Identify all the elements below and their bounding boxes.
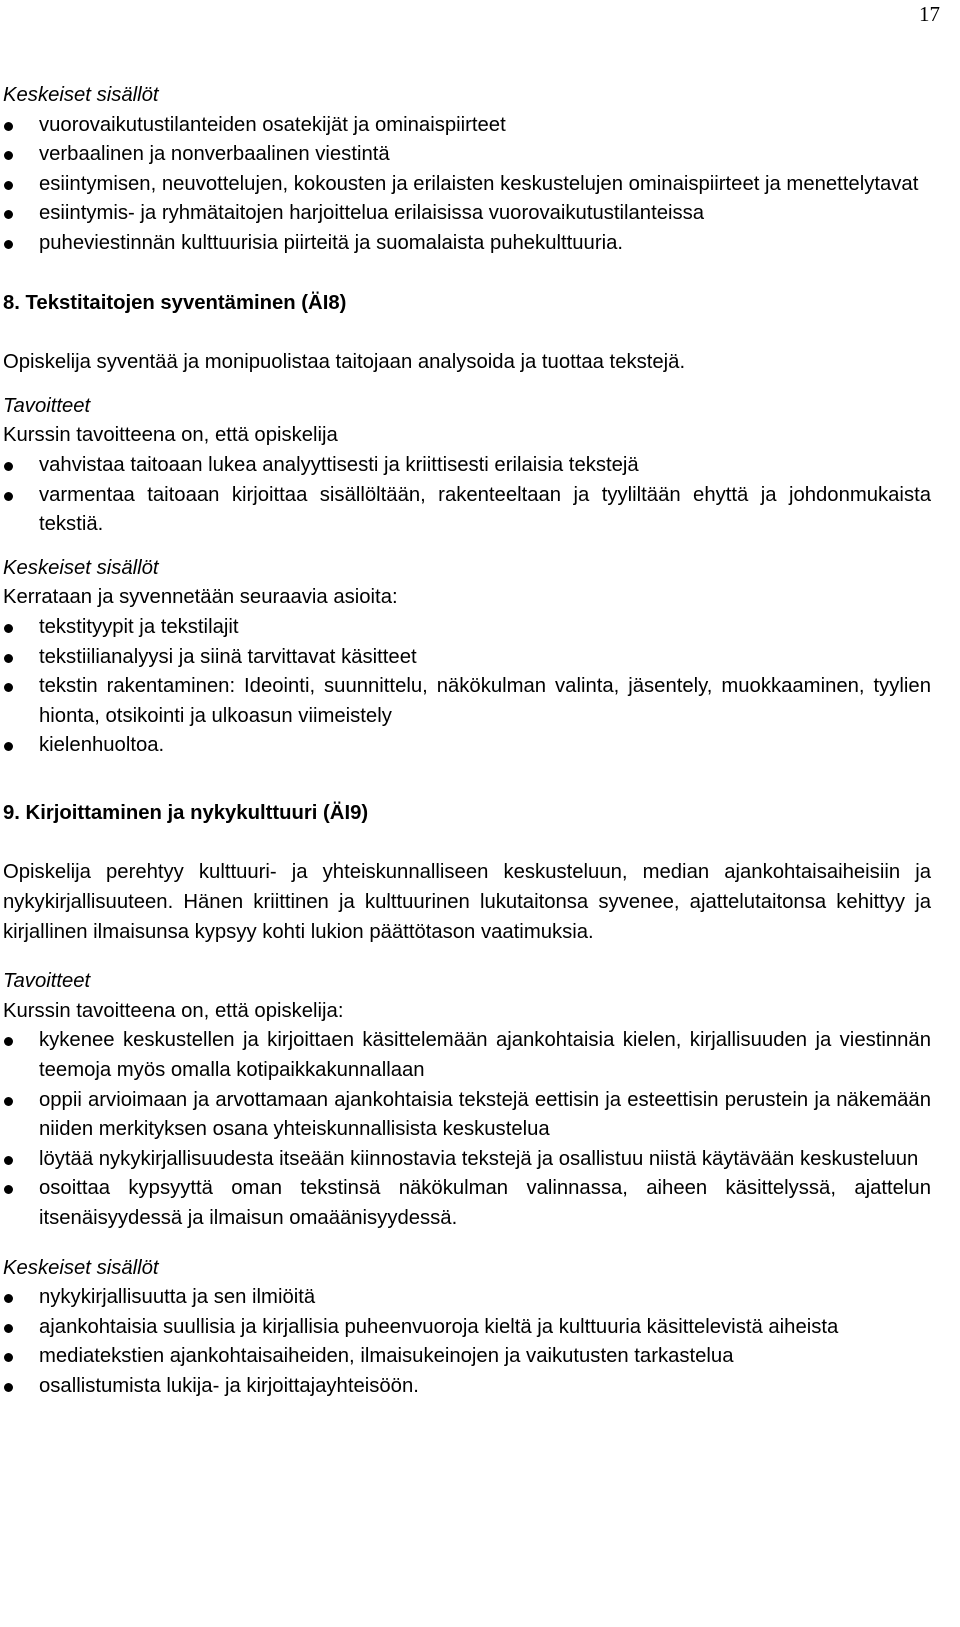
section9-contents-list	[3, 1283, 931, 1401]
list-item: kielenhuoltoa.	[3, 731, 931, 761]
section7-contents-subheading: Keskeiset sisällöt	[3, 84, 159, 106]
list-item: esiintymisen, neuvottelujen, kokousten ja erilaisten keskustelujen ominaispiirteet ja menettelytavat	[3, 170, 931, 200]
section8-goals-list	[3, 451, 931, 540]
list-item: ajankohtaisia suullisia ja kirjallisia puheenvuoroja kieltä ja kulttuuria käsittelevistä aiheista	[3, 1313, 931, 1343]
list-item: puheviestinnän kulttuurisia piirteitä ja suomalaista puhekulttuuria.	[3, 229, 931, 259]
section9-intro: Opiskelija perehtyy kulttuuri- ja yhteiskunnalliseen keskusteluun, median ajankohtaisaiheisiin ja nykykirjallisuuteen. Hänen kriittinen ja kulttuurinen lukutaitonsa syvenee, ajattelutaitonsa kehittyy ja kirjallinen ilmaisunsa kypsyy kohti lukion päättötason vaatimuksia.	[3, 861, 931, 943]
list-item: tekstityypit ja tekstilajit	[3, 613, 931, 643]
list-item: kykenee keskustellen ja kirjoittaen käsittelemään ajankohtaisia kielen, kirjallisuuden ja viestinnän teemoja myös omalla kotipaikkakunnallaan	[3, 1026, 931, 1085]
section7-contents-list	[3, 111, 931, 259]
section9-goals-list	[3, 1026, 931, 1233]
section9-heading: 9. Kirjoittaminen ja nykykulttuuri (ÄI9)	[3, 801, 369, 824]
section8-contents-list	[3, 613, 931, 761]
list-item: esiintymis- ja ryhmätaitojen harjoittelua erilaisissa vuorovaikutustilanteissa	[3, 199, 931, 229]
list-item: nykykirjallisuutta ja sen ilmiöitä	[3, 1283, 931, 1313]
list-item: vuorovaikutustilanteiden osatekijät ja ominaispiirteet	[3, 111, 931, 141]
section9-goals-subheading: Tavoitteet	[3, 970, 91, 993]
section8-goals-lead: Kurssin tavoitteena on, että opiskelija	[3, 424, 338, 447]
list-item: oppii arvioimaan ja arvottamaan ajankohtaisia tekstejä eettisin ja esteettisin perustein ja näkemään niiden merkityksen osana yhteiskunnallisista keskustelua	[3, 1086, 931, 1145]
list-item: varmentaa taitoaan kirjoittaa sisällöltään, rakenteeltaan ja tyyliltään ehyttä ja johdonmukaista tekstiä.	[3, 481, 931, 540]
section9-contents-subheading: Keskeiset sisällöt	[3, 1256, 159, 1279]
list-item: osallistumista lukija- ja kirjoittajayhteisöön.	[3, 1372, 931, 1402]
list-item: verbaalinen ja nonverbaalinen viestintä	[3, 140, 931, 170]
section8-goals-subheading: Tavoitteet	[3, 394, 91, 417]
section8-contents-subheading: Keskeiset sisällöt	[3, 556, 159, 579]
section9-goals-lead: Kurssin tavoitteena on, että opiskelija:	[3, 999, 344, 1022]
section8-heading: 8. Tekstitaitojen syventäminen (ÄI8)	[3, 291, 347, 314]
list-item: mediatekstien ajankohtaisaiheiden, ilmaisukeinojen ja vaikutusten tarkastelua	[3, 1342, 931, 1372]
list-item: tekstin rakentaminen: Ideointi, suunnittelu, näkökulman valinta, jäsentely, muokkaaminen, tyylien hionta, otsikointi ja ulkoasun viimeistely	[3, 672, 931, 731]
list-item: osoittaa kypsyyttä oman tekstinsä näkökulman valinnassa, aiheen käsittelyssä, ajattelun itsenäisyydessä ja ilmaisun omaäänisyydessä.	[3, 1174, 931, 1233]
document-body	[3, 81, 931, 1402]
section8-contents-lead: Kerrataan ja syvennetään seuraavia asioita:	[3, 586, 398, 609]
list-item: tekstiilianalyysi ja siinä tarvittavat käsitteet	[3, 643, 931, 673]
section8-intro: Opiskelija syventää ja monipuolistaa taitojaan analysoida ja tuottaa tekstejä.	[3, 351, 686, 374]
list-item: vahvistaa taitoaan lukea analyyttisesti ja kriittisesti erilaisia tekstejä	[3, 451, 931, 481]
page-number: 17	[919, 2, 940, 26]
list-item: löytää nykykirjallisuudesta itseään kiinnostavia tekstejä ja osallistuu niistä käytävään keskusteluun	[3, 1145, 931, 1175]
